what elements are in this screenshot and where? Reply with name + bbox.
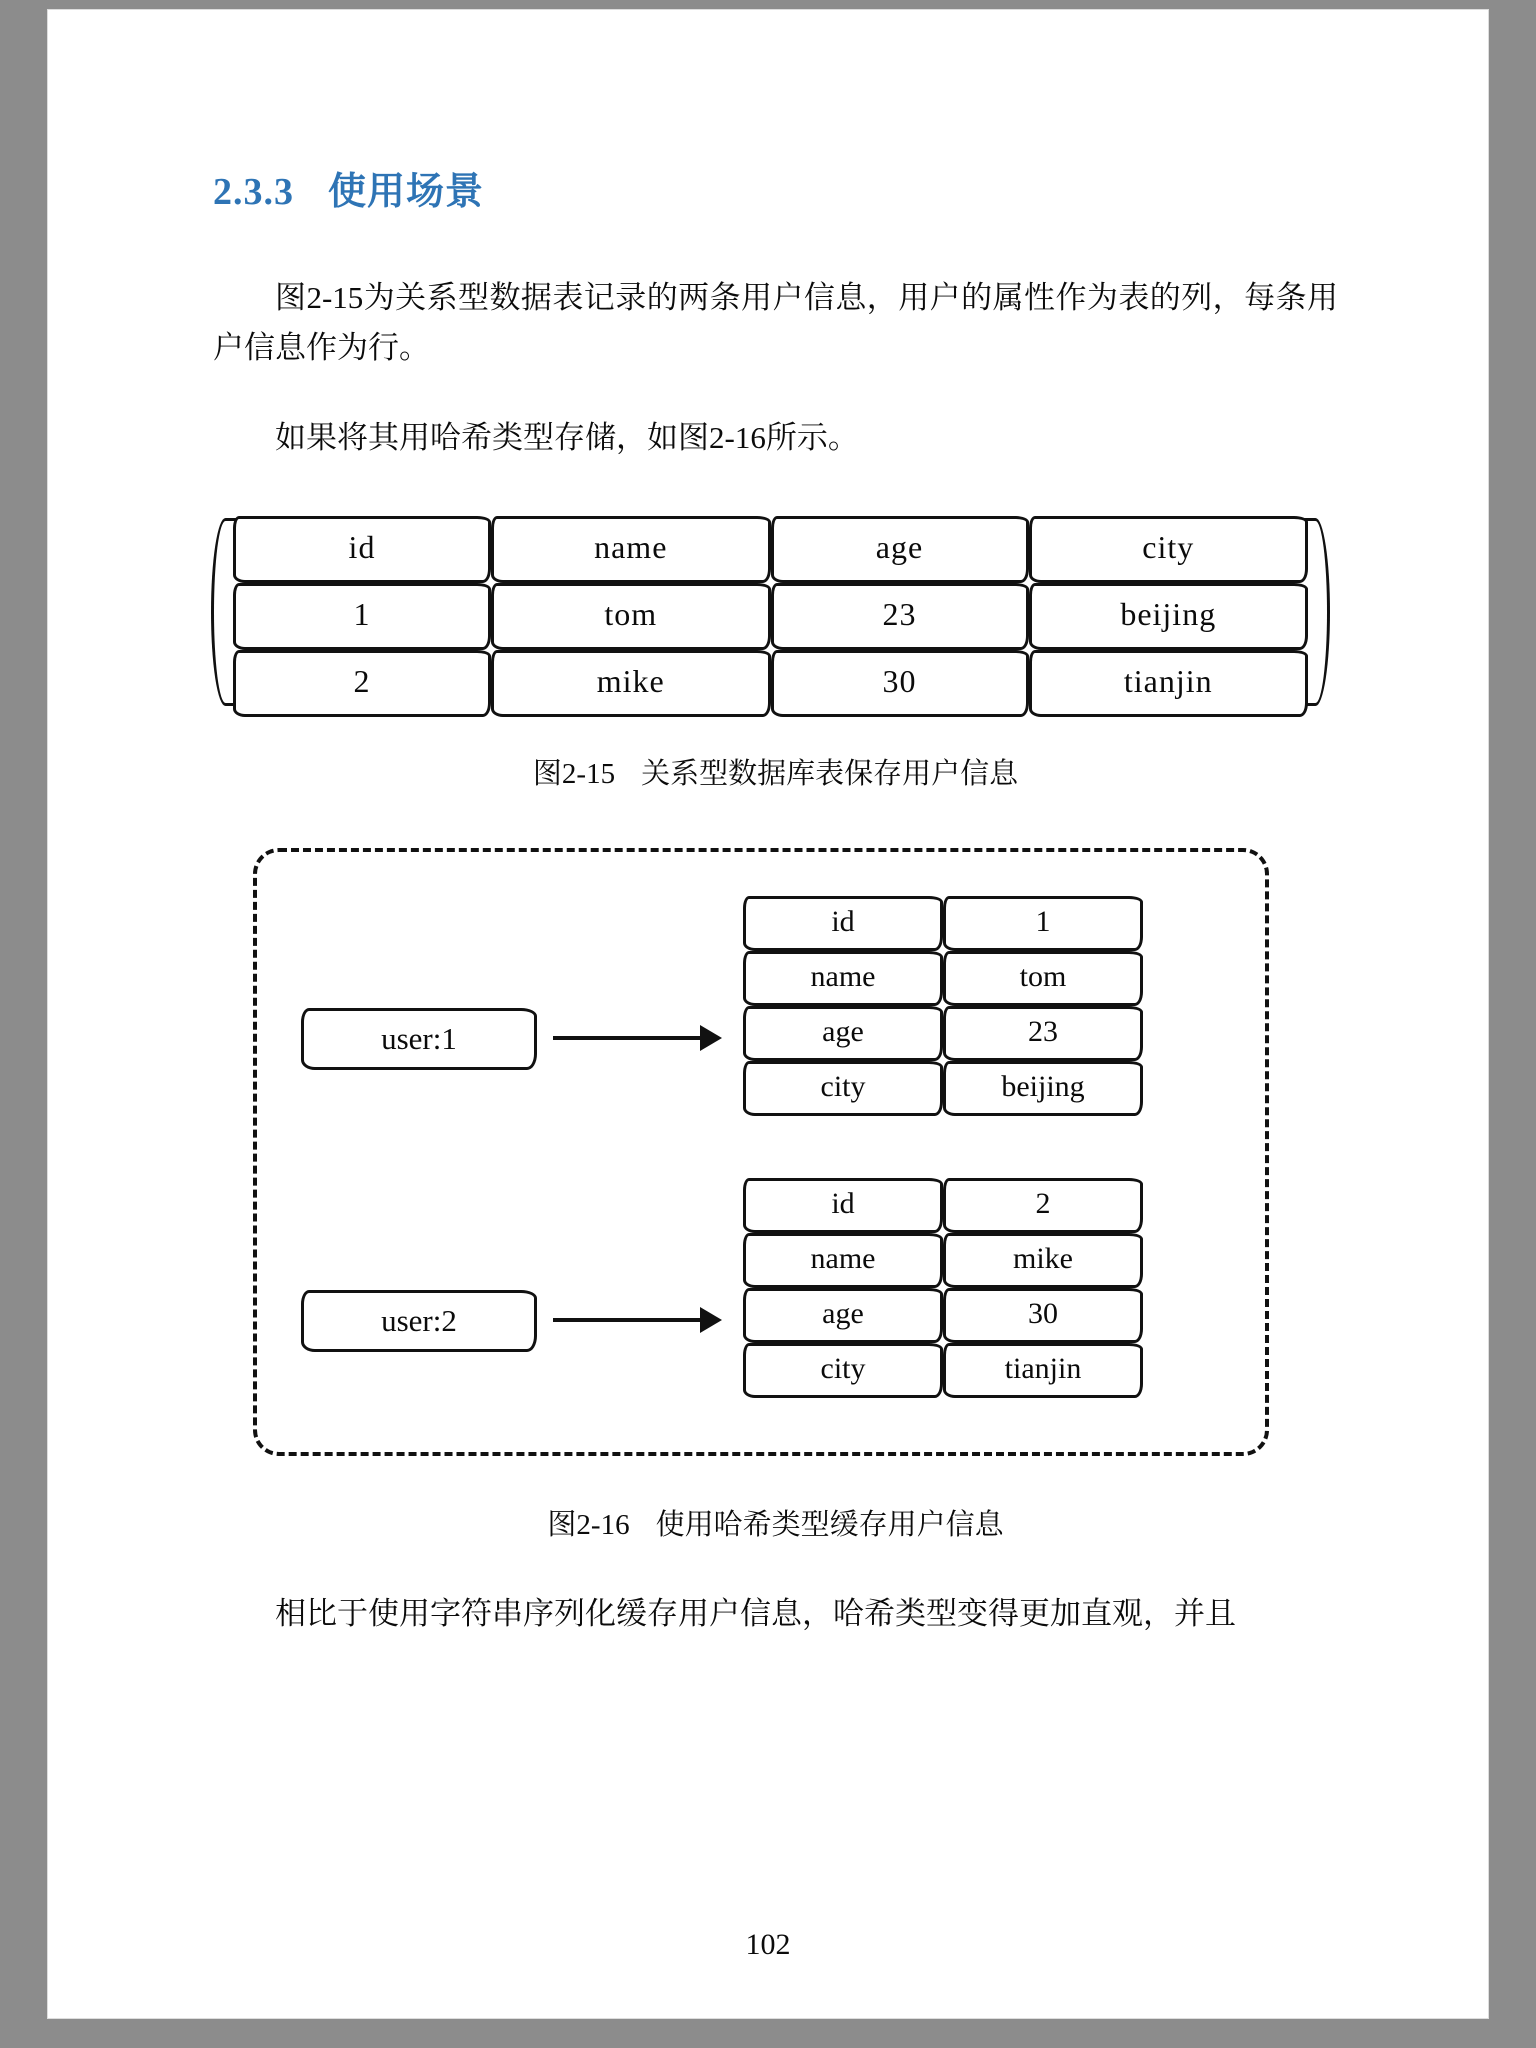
relational-table xyxy=(233,516,1308,717)
hash-key-label: user:1 xyxy=(381,1020,457,1056)
table-header-cell: city xyxy=(1029,516,1309,583)
section-title: 使用场景 xyxy=(328,171,485,213)
figure-2-16-caption xyxy=(213,1502,1338,1543)
hash-field-row xyxy=(743,1061,1143,1116)
hash-field-value: 2 xyxy=(943,1178,1143,1233)
table-cell: 2 xyxy=(233,650,491,717)
hash-field-value: tianjin xyxy=(943,1343,1143,1398)
hash-field-row xyxy=(743,896,1143,951)
hash-field-name: name xyxy=(743,951,943,1006)
figure-2-16-caption-number: 图2-16 xyxy=(547,1508,630,1541)
hash-field-name: name xyxy=(743,1233,943,1288)
hash-field-name: city xyxy=(743,1343,943,1398)
hash-field-value: 30 xyxy=(943,1288,1143,1343)
hash-field-name: id xyxy=(743,896,943,951)
paragraph-1: 图2-15为关系型数据表记录的两条用户信息，用户的属性作为表的列，每条用户信息作为行。 xyxy=(213,280,1338,366)
document-page xyxy=(48,10,1488,2018)
hash-key-label: user:2 xyxy=(381,1302,457,1338)
hash-fields-user-1 xyxy=(743,896,1143,1116)
hash-key-user-2 xyxy=(301,1290,537,1352)
hash-field-value: tom xyxy=(943,951,1143,1006)
page-content xyxy=(48,10,1488,1639)
hash-field-value: 23 xyxy=(943,1006,1143,1061)
hash-field-name: age xyxy=(743,1288,943,1343)
arrow-icon xyxy=(553,1036,718,1040)
figure-2-15 xyxy=(233,516,1308,717)
table-cell: 30 xyxy=(771,650,1029,717)
figure-2-15-caption xyxy=(213,751,1338,792)
table-row xyxy=(233,650,1308,717)
table-header-cell: age xyxy=(771,516,1029,583)
page-number: 102 xyxy=(745,1928,791,1961)
hash-field-row xyxy=(743,1288,1143,1343)
hash-field-row xyxy=(743,1178,1143,1233)
hash-field-name: id xyxy=(743,1178,943,1233)
paragraph-2: 如果将其用哈希类型存储，如图2-16所示。 xyxy=(275,420,859,456)
figure-2-16 xyxy=(253,848,1273,1468)
table-cell: 23 xyxy=(771,583,1029,650)
table-cell: tom xyxy=(491,583,771,650)
hash-field-row xyxy=(743,1006,1143,1061)
arrow-icon xyxy=(553,1318,718,1322)
table-header-row xyxy=(233,516,1308,583)
table-cell: 1 xyxy=(233,583,491,650)
hash-field-name: city xyxy=(743,1061,943,1116)
page-title xyxy=(213,160,1338,215)
hash-field-row xyxy=(743,1343,1143,1398)
hash-fields-user-2 xyxy=(743,1178,1143,1398)
hash-field-row xyxy=(743,1233,1143,1288)
table-cell: tianjin xyxy=(1029,650,1309,717)
hash-field-value: beijing xyxy=(943,1061,1143,1116)
table-cell: mike xyxy=(491,650,771,717)
hash-field-value: mike xyxy=(943,1233,1143,1288)
table-header-cell: name xyxy=(491,516,771,583)
hash-key-user-1 xyxy=(301,1008,537,1070)
figure-2-16-caption-text: 使用哈希类型缓存用户信息 xyxy=(655,1508,1004,1541)
table-header-cell: id xyxy=(233,516,491,583)
hash-field-name: age xyxy=(743,1006,943,1061)
hash-field-row xyxy=(743,951,1143,1006)
table-row xyxy=(233,583,1308,650)
section-number: 2.3.3 xyxy=(213,171,294,213)
figure-2-15-caption-text: 关系型数据库表保存用户信息 xyxy=(641,757,1019,790)
table-cell: beijing xyxy=(1029,583,1309,650)
figure-2-15-caption-number: 图2-15 xyxy=(532,757,616,790)
paragraph-3: 相比于使用字符串序列化缓存用户信息，哈希类型变得更加直观，并且 xyxy=(275,1595,1236,1631)
hash-field-value: 1 xyxy=(943,896,1143,951)
